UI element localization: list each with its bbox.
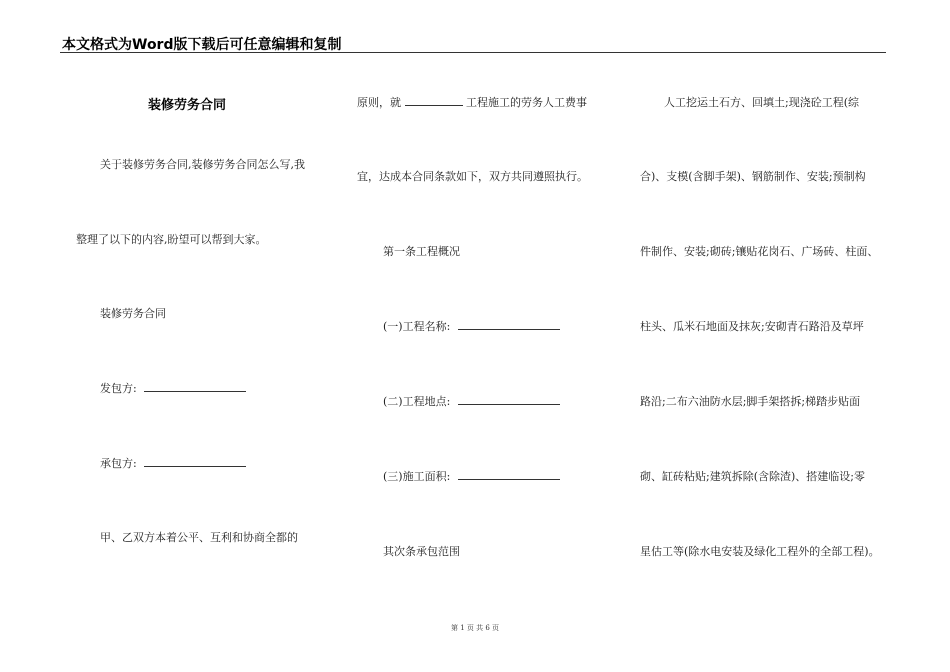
column-right [638,0,898,672]
scope-line-1: 人工挖运土石方、回填土;现浇砼工程(综 [664,96,859,109]
scope-line-2: 合)、支模(含脚手架)、钢筋制作、安装;预制构 [640,170,866,183]
scope-line-7: 星估工等(除水电安装及绿化工程外的全部工程)。 [640,545,880,558]
party-a-label: 发包方: [100,382,137,395]
party-b-field [100,455,246,471]
project-location-label: (二)工程地点: [383,395,451,408]
scope-line-6: 砌、缸砖粘贴;建筑拆除(含除渣)、搭建临设;零 [640,470,865,483]
intro-line-1: 关于装修劳务合同,装修劳务合同怎么写,我 [100,158,305,171]
party-a-field [100,380,246,396]
construction-area-label: (三)施工面积: [383,470,451,483]
party-b-blank [144,456,246,467]
principle-post: 工程施工的劳务人工费事 [466,96,587,109]
principle-pre: 原则，就 [357,96,401,109]
project-location-blank [458,394,560,405]
project-name-field [383,318,560,334]
project-name-blank [405,95,463,106]
intro-line-2: 整理了以下的内容,盼望可以帮到大家。 [76,233,267,246]
party-b-label: 承包方: [100,457,137,470]
scope-line-5: 路沿;二布六油防水层;脚手架搭拆;梯踏步贴面 [640,395,861,408]
document-header-title: 本文格式为Word版下载后可任意编辑和复制 [62,37,342,53]
project-name-label: (一)工程名称: [383,320,451,333]
principle-line [357,94,587,110]
scope-line-3: 件制作、安装;砌砖;镶贴花岗石、广场砖、柱面、 [640,245,879,258]
project-location-field [383,393,560,409]
preamble-line: 甲、乙双方本着公平、互利和协商全都的 [100,531,298,544]
scope-line-4: 柱头、瓜米石地面及抹灰;安砌青石路沿及草坪 [640,320,864,333]
agreement-line: 宜，达成本合同条款如下，双方共同遵照执行。 [357,170,588,183]
contract-title: 装修劳务合同 [148,98,227,113]
article-1-heading: 第一条工程概况 [383,245,460,258]
column-left [70,0,340,672]
party-a-blank [144,381,246,392]
article-2-heading: 其次条承包范围 [383,545,460,558]
construction-area-blank [458,469,560,480]
contract-subtitle: 装修劳务合同 [100,307,166,320]
construction-area-field [383,468,560,484]
page-number: 第 1 页 共 6 页 [450,624,500,632]
column-middle [355,0,625,672]
project-name-field-blank [458,319,560,330]
